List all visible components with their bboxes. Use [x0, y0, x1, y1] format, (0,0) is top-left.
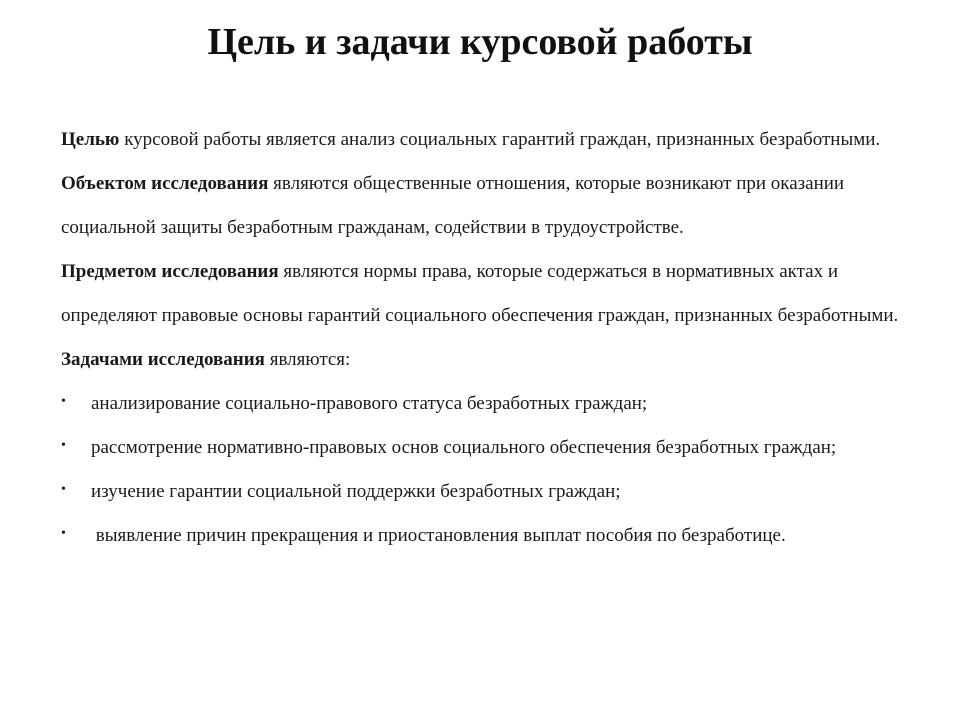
tasks-lead: Задачами исследования: [61, 349, 265, 370]
bullet-icon: •: [61, 438, 66, 453]
list-item: [61, 426, 911, 470]
subject-paragraph: [61, 250, 911, 338]
bullet-icon: •: [61, 394, 66, 409]
goal-text: курсовой работы является анализ социальных гарантий граждан, признанных безработными.: [119, 129, 881, 150]
tasks-text: являются:: [264, 349, 351, 370]
goal-lead: Целью: [61, 129, 120, 150]
list-item-text: рассмотрение нормативно-правовых основ социального обеспечения безработных граждан;: [91, 437, 837, 458]
object-text: являются общественные отношения, которые возникают при оказании социальной защиты безработным гражданам, содействии в трудоустройстве.: [61, 173, 845, 238]
list-item: [61, 382, 911, 426]
subject-lead: Предметом исследования: [61, 261, 279, 282]
slide-content: [61, 118, 911, 558]
list-item-text: изучение гарантии социальной поддержки безработных граждан;: [91, 481, 621, 502]
list-item-text: анализирование социально-правового статуса безработных граждан;: [91, 393, 648, 414]
tasks-list: [61, 382, 911, 558]
slide-title: Цель и задачи курсовой работы: [207, 21, 753, 63]
list-item: [61, 514, 911, 558]
tasks-paragraph: [61, 338, 911, 382]
bullet-icon: •: [61, 526, 66, 541]
object-paragraph: [61, 162, 911, 250]
subject-text: являются нормы права, которые содержаться в нормативных актах и определяют правовые основы гарантий социального обеспечения граждан, признанных безработными.: [61, 261, 899, 326]
goal-paragraph: [61, 118, 911, 162]
bullet-icon: •: [61, 482, 66, 497]
list-item-text: выявление причин прекращения и приостановления выплат пособия по безработице.: [91, 525, 786, 546]
list-item: [61, 470, 911, 514]
object-lead: Объектом исследования: [61, 173, 269, 194]
